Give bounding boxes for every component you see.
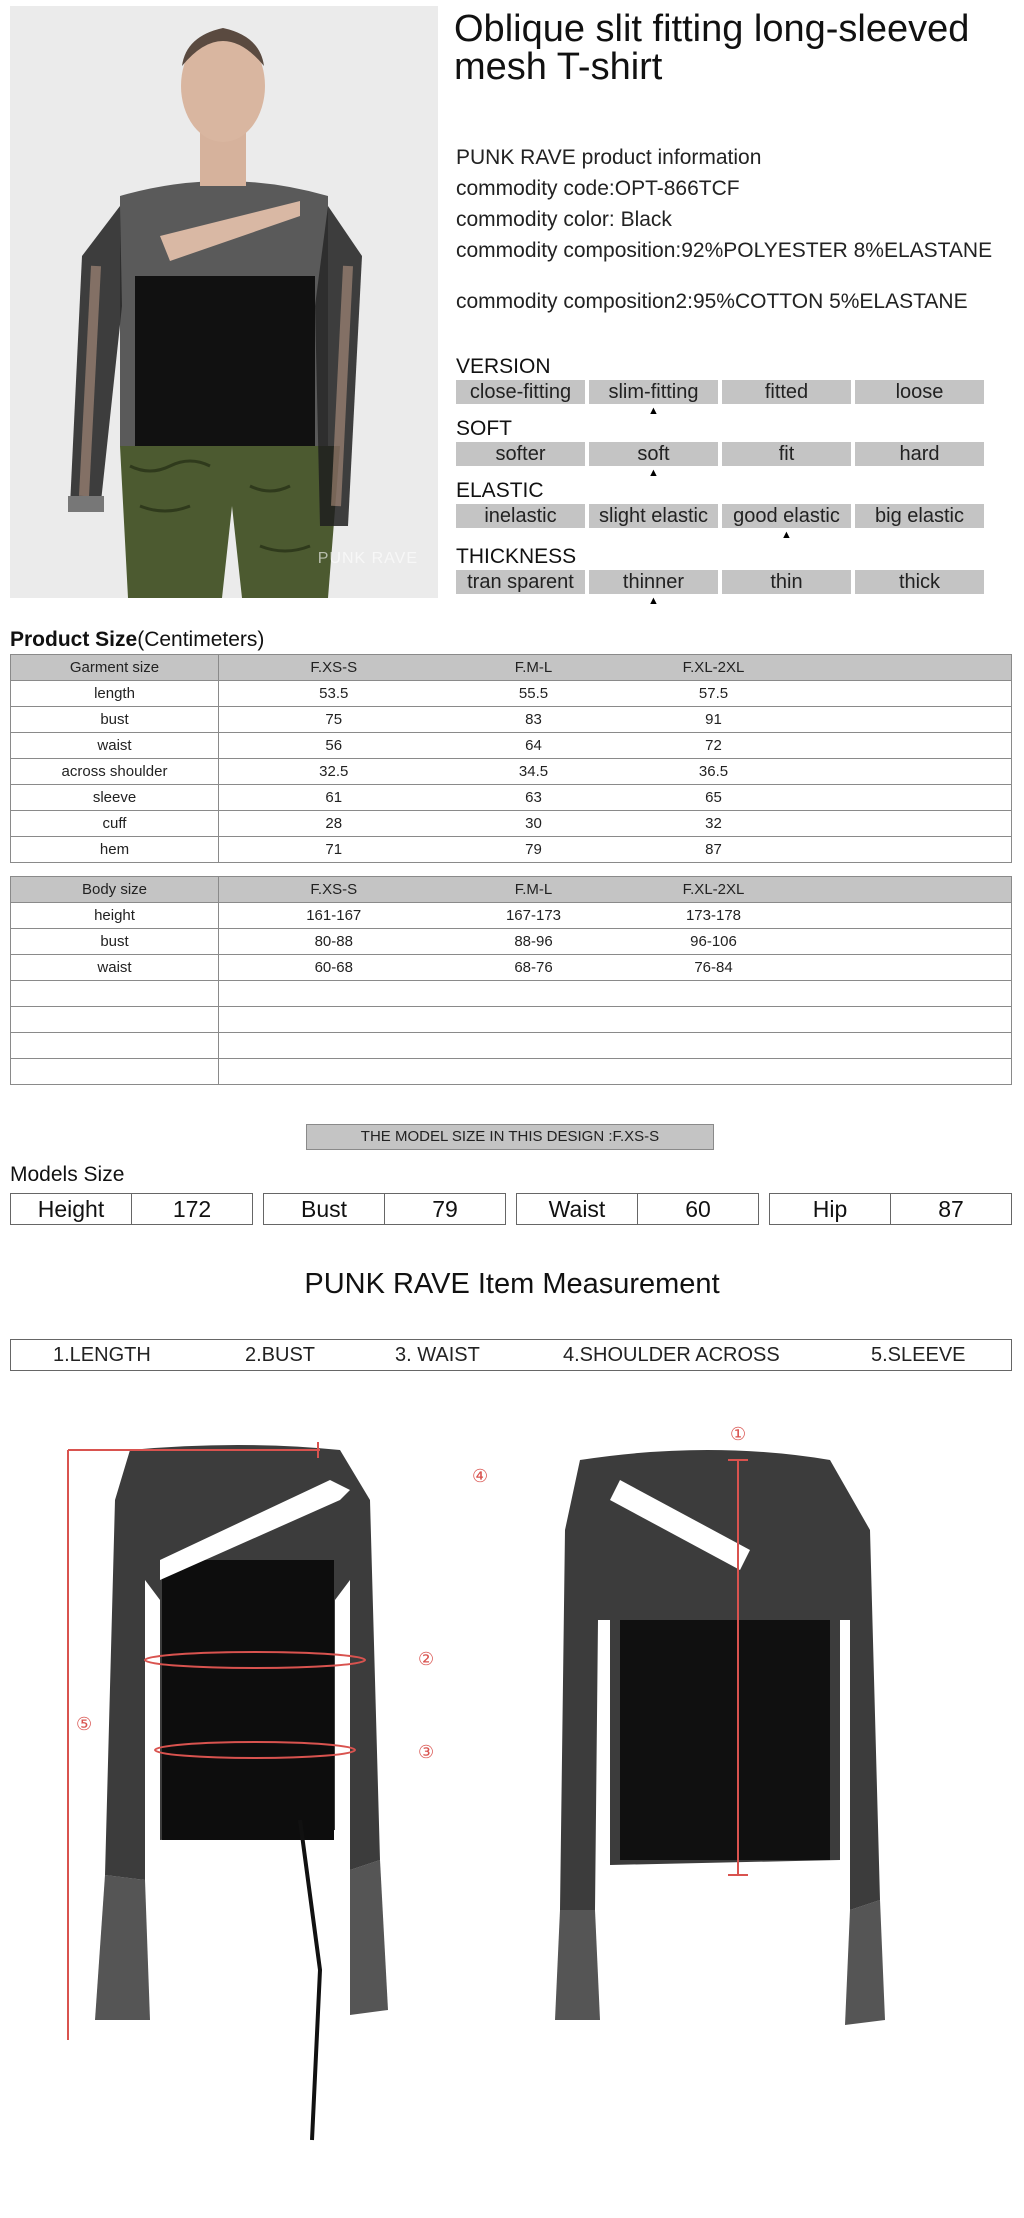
table-cell: 61 — [219, 785, 449, 811]
selected-marker-icon — [722, 594, 851, 608]
attribute-option: thinner — [589, 570, 718, 594]
garment-illustration — [50, 1420, 980, 2210]
table-cell: 87 — [619, 837, 809, 863]
attribute-thickness — [456, 546, 986, 608]
table-cell — [11, 1033, 219, 1059]
table-cell: 56 — [219, 733, 449, 759]
table-cell — [11, 1059, 219, 1085]
table-cell — [809, 903, 1012, 929]
table-header-cell: F.XL-2XL — [619, 655, 809, 681]
table-cell — [809, 837, 1012, 863]
attribute-option: fitted — [722, 380, 851, 404]
selected-marker-icon — [589, 528, 718, 542]
table-cell — [619, 1033, 809, 1059]
table-cell: 53.5 — [219, 681, 449, 707]
commodity-color — [456, 204, 1022, 235]
measurement-item: 1.LENGTH — [53, 1344, 151, 1366]
table-cell — [809, 1007, 1012, 1033]
table-header-cell: Body size — [11, 877, 219, 903]
table-cell: length — [11, 681, 219, 707]
table-cell: bust — [11, 707, 219, 733]
table-cell: 30 — [449, 811, 619, 837]
table-row — [11, 1007, 1012, 1033]
model-size-banner: THE MODEL SIZE IN THIS DESIGN :F.XS-S — [306, 1124, 714, 1150]
selected-marker-icon — [855, 404, 984, 418]
color-label: commodity color: — [456, 208, 615, 231]
table-row — [11, 811, 1012, 837]
table-cell: 65 — [619, 785, 809, 811]
attribute-option: softer — [456, 442, 585, 466]
attribute-marks — [456, 404, 986, 418]
table-cell: 71 — [219, 837, 449, 863]
table-row — [11, 707, 1012, 733]
product-title-line1: Oblique slit fitting long-sleeved — [454, 8, 970, 50]
table-row — [11, 733, 1012, 759]
selected-marker-icon — [855, 528, 984, 542]
attribute-option: thick — [855, 570, 984, 594]
table-cell — [449, 981, 619, 1007]
marker-bust: ② — [418, 1649, 435, 1670]
table-cell: 80-88 — [219, 929, 449, 955]
model-bust-label: Bust — [300, 1196, 348, 1222]
table-cell: sleeve — [11, 785, 219, 811]
measurement-item: 2.BUST — [245, 1344, 316, 1366]
model-waist — [516, 1193, 759, 1225]
table-row — [11, 759, 1012, 785]
table-cell: 167-173 — [449, 903, 619, 929]
commodity-composition2 — [456, 286, 1022, 317]
model-hip-value: 87 — [890, 1194, 1011, 1224]
table-header-row — [11, 655, 1012, 681]
table-header-cell: Garment size — [11, 655, 219, 681]
model-waist-label: Waist — [548, 1196, 606, 1222]
table-cell — [809, 707, 1012, 733]
attribute-version — [456, 356, 986, 418]
table-cell — [11, 981, 219, 1007]
table-cell — [219, 1033, 449, 1059]
table-cell: bust — [11, 929, 219, 955]
commodity-code — [456, 173, 1022, 204]
model-height-value: 172 — [131, 1194, 252, 1224]
selected-marker-icon — [456, 466, 585, 480]
table-row — [11, 981, 1012, 1007]
product-photo — [10, 6, 438, 598]
garment-front — [95, 1445, 388, 2140]
marker-waist: ③ — [418, 1742, 435, 1763]
photo-watermark: PUNK RAVE — [317, 550, 418, 567]
attribute-option: inelastic — [456, 504, 585, 528]
table-cell — [809, 981, 1012, 1007]
table-cell: 96-106 — [619, 929, 809, 955]
selected-marker-icon — [722, 404, 851, 418]
selected-marker-icon: ▲ — [781, 529, 792, 541]
color-value: Black — [620, 208, 672, 231]
product-size-unit: (Centimeters) — [137, 628, 265, 651]
measurement-title: PUNK RAVE Item Measurement — [304, 1268, 720, 1300]
measurement-item: 4.SHOULDER ACROSS — [563, 1344, 780, 1366]
models-size-row — [10, 1193, 1012, 1225]
attribute-marks — [456, 594, 986, 608]
table-cell: 32.5 — [219, 759, 449, 785]
table-cell: 83 — [449, 707, 619, 733]
model-waist-value: 60 — [637, 1194, 758, 1224]
table-cell: waist — [11, 955, 219, 981]
table-cell — [809, 759, 1012, 785]
table-cell: 60-68 — [219, 955, 449, 981]
attribute-soft — [456, 418, 986, 480]
garment-size-table — [10, 654, 1012, 863]
code-value: OPT-866TCF — [614, 177, 740, 200]
selected-marker-icon: ▲ — [648, 405, 659, 417]
garment-back — [555, 1450, 885, 2025]
table-row — [11, 681, 1012, 707]
table-cell — [449, 1059, 619, 1085]
table-cell — [449, 1033, 619, 1059]
model-photo-illustration — [10, 6, 438, 598]
table-cell: 55.5 — [449, 681, 619, 707]
attribute-option: hard — [855, 442, 984, 466]
table-cell — [809, 929, 1012, 955]
selected-marker-icon: ▲ — [648, 595, 659, 607]
table-header-row — [11, 877, 1012, 903]
table-cell: 32 — [619, 811, 809, 837]
marker-sleeve: ⑤ — [76, 1714, 93, 1735]
table-cell — [449, 1007, 619, 1033]
table-cell — [219, 1059, 449, 1085]
models-size-label: Models Size — [10, 1163, 125, 1186]
composition2-label: commodity composition2: — [456, 290, 693, 313]
marker-length: ① — [730, 1424, 747, 1445]
measurement-item: 3. WAIST — [395, 1344, 480, 1366]
table-cell — [809, 681, 1012, 707]
attribute-elastic — [456, 480, 986, 542]
table-cell — [809, 955, 1012, 981]
attribute-option: close-fitting — [456, 380, 585, 404]
product-size-title: Product Size — [10, 628, 138, 651]
table-header-cell: F.XS-S — [219, 877, 449, 903]
body-size-table — [10, 876, 1012, 1085]
product-title — [454, 10, 1020, 86]
attribute-option: fit — [722, 442, 851, 466]
table-cell: 28 — [219, 811, 449, 837]
model-hip — [769, 1193, 1012, 1225]
table-cell: 88-96 — [449, 929, 619, 955]
selected-marker-icon — [855, 594, 984, 608]
selected-marker-icon — [456, 528, 585, 542]
attribute-option: loose — [855, 380, 984, 404]
garment-measurement-diagram — [50, 1420, 980, 2210]
attribute-option: big elastic — [855, 504, 984, 528]
table-cell — [809, 811, 1012, 837]
attribute-option: slight elastic — [589, 504, 718, 528]
attribute-option: slim-fitting — [589, 380, 718, 404]
attribute-label: THICKNESS — [456, 545, 577, 568]
model-height — [10, 1193, 253, 1225]
product-size-heading — [10, 628, 264, 652]
product-title-line2: mesh T-shirt — [454, 46, 663, 88]
table-cell: 64 — [449, 733, 619, 759]
table-row — [11, 929, 1012, 955]
attribute-marks — [456, 466, 986, 480]
composition-value: 92%POLYESTER 8%ELASTANE — [681, 239, 993, 262]
table-cell: 57.5 — [619, 681, 809, 707]
table-cell — [619, 981, 809, 1007]
table-cell — [619, 1007, 809, 1033]
table-cell: 72 — [619, 733, 809, 759]
table-cell — [809, 1059, 1012, 1085]
table-row — [11, 955, 1012, 981]
table-cell: 63 — [449, 785, 619, 811]
code-label: commodity code: — [456, 177, 615, 200]
selected-marker-icon: ▲ — [648, 467, 659, 479]
attribute-option: soft — [589, 442, 718, 466]
measurement-item: 5.SLEEVE — [871, 1344, 966, 1366]
table-row — [11, 785, 1012, 811]
selected-marker-icon — [456, 594, 585, 608]
table-cell: 161-167 — [219, 903, 449, 929]
table-cell: 68-76 — [449, 955, 619, 981]
brand-info: PUNK RAVE product information — [456, 146, 762, 169]
table-cell: hem — [11, 837, 219, 863]
table-cell: 36.5 — [619, 759, 809, 785]
table-row — [11, 1033, 1012, 1059]
model-bust-value: 79 — [384, 1194, 505, 1224]
table-cell: 34.5 — [449, 759, 619, 785]
table-cell: cuff — [11, 811, 219, 837]
table-header-cell: F.M-L — [449, 655, 619, 681]
table-header-cell: F.M-L — [449, 877, 619, 903]
table-cell: 173-178 — [619, 903, 809, 929]
selected-marker-icon — [456, 404, 585, 418]
model-bust — [263, 1193, 506, 1225]
table-header-cell — [809, 655, 1012, 681]
attribute-marks — [456, 528, 986, 542]
table-row — [11, 1059, 1012, 1085]
attribute-option: thin — [722, 570, 851, 594]
table-cell — [809, 785, 1012, 811]
table-cell — [219, 981, 449, 1007]
table-cell: waist — [11, 733, 219, 759]
table-cell — [809, 733, 1012, 759]
table-header-cell: F.XS-S — [219, 655, 449, 681]
table-cell: across shoulder — [11, 759, 219, 785]
composition2-value: 95%COTTON 5%ELASTANE — [692, 290, 968, 313]
commodity-composition — [456, 235, 1022, 266]
product-info — [456, 142, 1022, 317]
composition-label: commodity composition: — [456, 239, 682, 262]
table-cell: 91 — [619, 707, 809, 733]
table-cell — [619, 1059, 809, 1085]
table-cell: height — [11, 903, 219, 929]
table-header-cell — [809, 877, 1012, 903]
model-hip-label: Hip — [812, 1196, 848, 1222]
attribute-option: good elastic — [722, 504, 851, 528]
table-header-cell: F.XL-2XL — [619, 877, 809, 903]
attribute-label: VERSION — [456, 355, 551, 378]
marker-shoulder: ④ — [472, 1466, 489, 1487]
table-cell — [219, 1007, 449, 1033]
table-cell — [11, 1007, 219, 1033]
table-cell: 75 — [219, 707, 449, 733]
table-row — [11, 903, 1012, 929]
measurement-legend — [10, 1339, 1012, 1371]
table-row — [11, 837, 1012, 863]
attribute-label: ELASTIC — [456, 479, 544, 502]
attribute-option: tran sparent — [456, 570, 585, 594]
attribute-label: SOFT — [456, 417, 512, 440]
selected-marker-icon — [722, 466, 851, 480]
table-cell — [809, 1033, 1012, 1059]
selected-marker-icon — [855, 466, 984, 480]
model-height-label: Height — [37, 1196, 105, 1222]
table-cell: 79 — [449, 837, 619, 863]
table-cell: 76-84 — [619, 955, 809, 981]
